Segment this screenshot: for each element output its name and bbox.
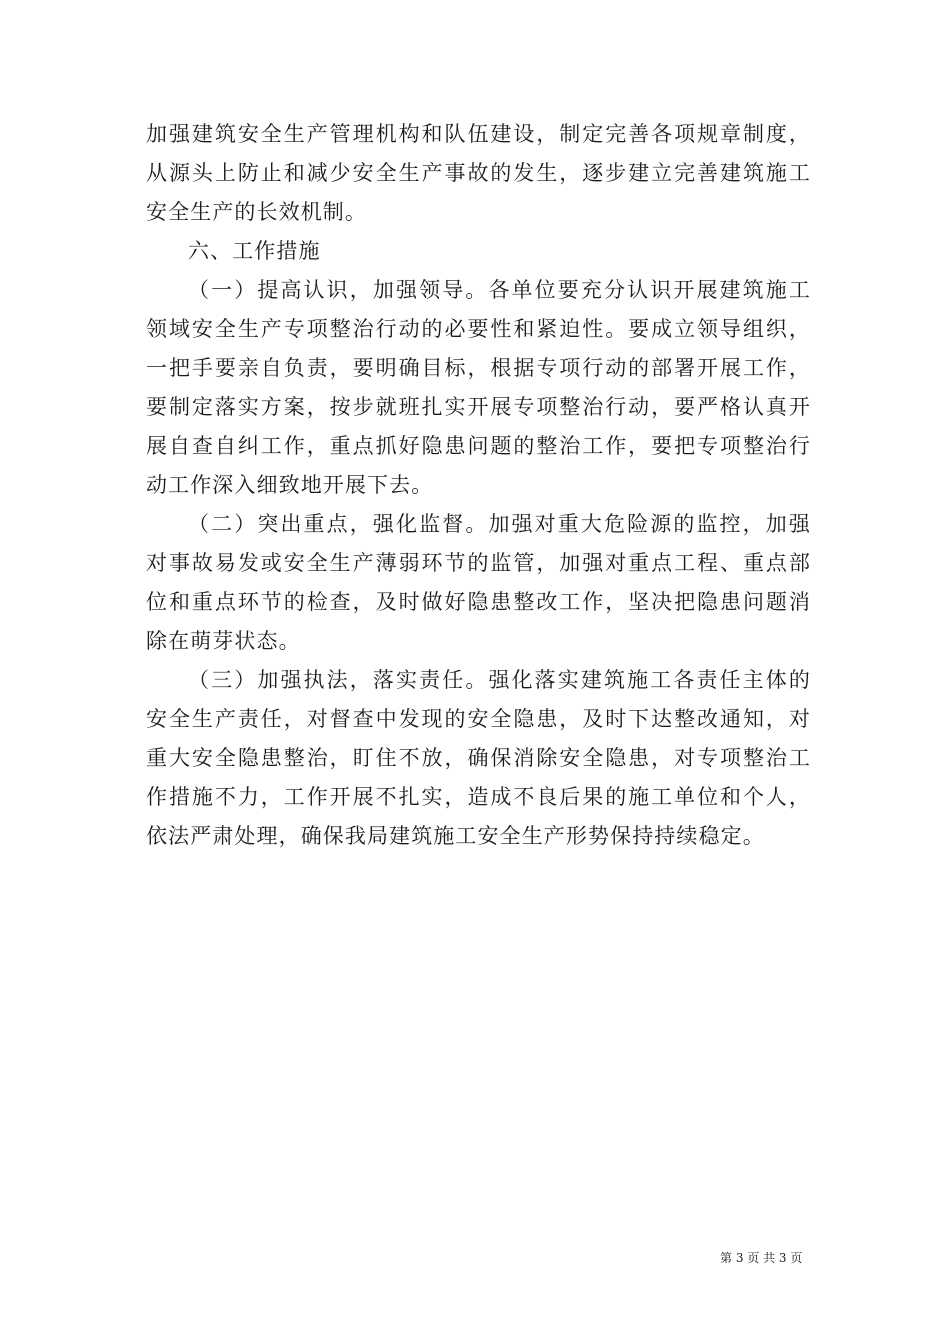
paragraph-line: 对事故易发或安全生产薄弱环节的监管，加强对重点工程、重点部	[146, 551, 811, 575]
paragraph-line: 位和重点环节的检查，及时做好隐患整改工作，坚决把隐患问题消	[146, 590, 811, 614]
page-number-footer: 第 3 页 共 3 页	[720, 1251, 803, 1265]
paragraph-line: 作措施不力，工作开展不扎实，造成不良后果的施工单位和个人，	[146, 785, 811, 809]
paragraph-line: 依法严肃处理，确保我局建筑施工安全生产形势保持持续稳定。	[146, 824, 765, 848]
paragraph-line: 展自查自纠工作，重点抓好隐患问题的整治工作，要把专项整治行	[146, 434, 811, 458]
section-heading: 六、工作措施	[188, 239, 321, 263]
paragraph-line: 加强建筑安全生产管理机构和队伍建设，制定完善各项规章制度，	[146, 122, 811, 146]
paragraph-line: 从源头上防止和减少安全生产事故的发生，逐步建立完善建筑施工	[146, 161, 811, 185]
paragraph-line: （三）加强执法，落实责任。强化落实建筑施工各责任主体的	[188, 668, 811, 692]
paragraph-line: 一把手要亲自负责，要明确目标，根据专项行动的部署开展工作，	[146, 356, 811, 380]
paragraph-line: 重大安全隐患整治，盯住不放，确保消除安全隐患，对专项整治工	[146, 746, 811, 770]
paragraph-line: 除在萌芽状态。	[146, 629, 301, 653]
document-body	[146, 115, 811, 856]
paragraph-line: 安全生产责任，对督查中发现的安全隐患，及时下达整改通知，对	[146, 707, 811, 731]
paragraph-line: （一）提高认识，加强领导。各单位要充分认识开展建筑施工	[188, 278, 811, 302]
paragraph-line: 领域安全生产专项整治行动的必要性和紧迫性。要成立领导组织，	[146, 317, 811, 341]
paragraph-line: 动工作深入细致地开展下去。	[146, 473, 434, 497]
paragraph-line: （二）突出重点，强化监督。加强对重大危险源的监控，加强	[188, 512, 811, 536]
paragraph-line: 安全生产的长效机制。	[146, 200, 367, 224]
paragraph-line: 要制定落实方案，按步就班扎实开展专项整治行动，要严格认真开	[146, 395, 811, 419]
